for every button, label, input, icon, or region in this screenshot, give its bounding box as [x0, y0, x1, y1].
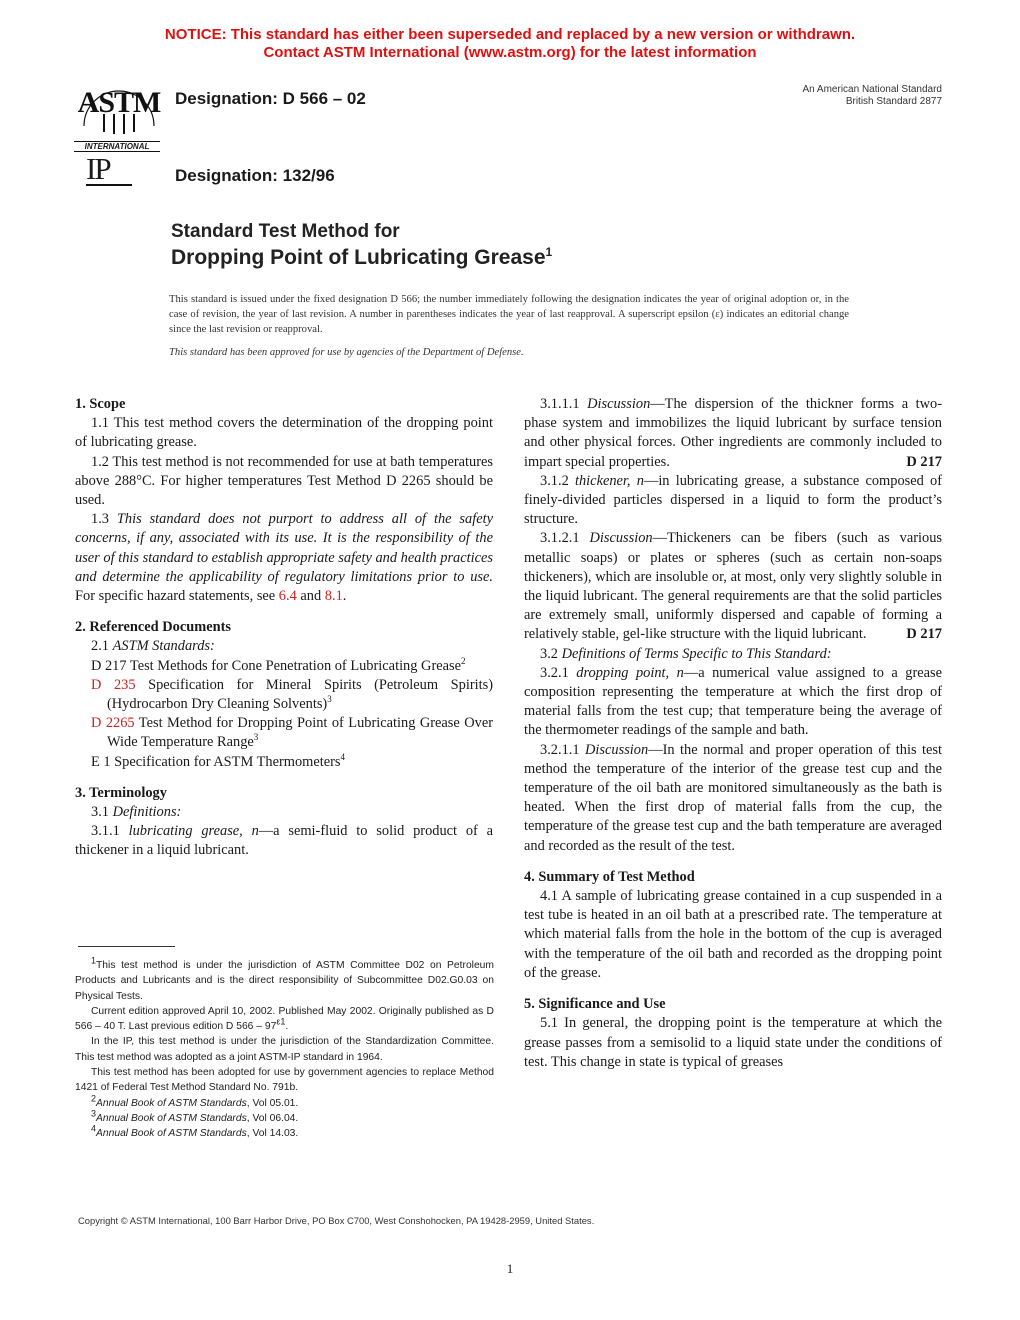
- ref-d2265: D 2265 Test Method for Dropping Point of Lubricating Grease Over Wide Temperature Range$^3$: [91, 715, 493, 751]
- para-3-1: 3.1 Definitions:: [91, 804, 182, 821]
- para-3-2: 3.2 Definitions of Terms Specific to This Standard:: [540, 645, 832, 662]
- section-heading-summary: 4. Summary of Test Method: [524, 868, 695, 885]
- designation-ip: Designation: 132/96: [175, 166, 335, 185]
- section-heading-referenced-documents: 2. Referenced Documents: [75, 619, 231, 636]
- footnote-4: $^4$Annual Book of ASTM Standards, Vol 14.03.: [91, 1123, 299, 1140]
- astm-logo: [74, 74, 164, 150]
- para-1-1: 1.1 This test method covers the determination of the dropping point of lubricating grease.: [75, 415, 493, 451]
- right-column: [524, 395, 942, 1072]
- para-3-1-2-1: 3.1.2.1 Discussion—Thickeners can be fibers (such as various metallic soaps) or plates or spheres (such as certain non-soaps thickeners), which are insoluble or, at most, only very slightly soluble in the liquid lubricant. The general requirements are that the solid particles are extremely small, uniformly dispersed and capable of forming a relatively stable, gel-like structure with the liquid lubricant. D 217: [524, 530, 943, 643]
- para-2-1: 2.1 ASTM Standards:: [91, 638, 215, 655]
- para-3-1-1: 3.1.1 lubricating grease, n—a semi-fluid to solid product of a thickener in a liquid lubricant.: [75, 823, 494, 859]
- designation-astm: Designation: D 566 – 02: [175, 89, 366, 108]
- notice-line-2: Contact ASTM International (www.astm.org) for the latest information: [263, 44, 757, 61]
- para-3-1-1-1: 3.1.1.1 Discussion—The dispersion of the thickner forms a two-phase system and immobilizes the liquid lubricant by surface tension and other physical forces. Other ingredients are commonly included to impart special properties. D 217: [524, 396, 942, 470]
- footnote-2: $^2$Annual Book of ASTM Standards, Vol 05.01.: [91, 1093, 299, 1109]
- notice-line-1: NOTICE: This standard has either been superseded and replaced by a new version or withdrawn.: [164, 26, 856, 43]
- ans-line-1: An American National Standard: [802, 84, 942, 95]
- ip-logo: [86, 152, 132, 186]
- footnotes: [75, 955, 494, 1142]
- withdrawal-notice: [0, 26, 1020, 62]
- link-6-4[interactable]: 6.4: [278, 588, 297, 605]
- para-1-2: 1.2 This test method is not recommended for use at bath temperatures above 288°C. For higher temperatures Test Method D 2265 should be used.: [75, 453, 493, 509]
- copyright-line: Copyright © ASTM International, 100 Barr Harbor Drive, PO Box C700, West Conshohocken, PA 19428-2959, United States.: [78, 1215, 595, 1226]
- title-line-1: Standard Test Method for: [171, 221, 400, 242]
- ref-d217: D 217 Test Methods for Cone Penetration of Lubricating Grease$^2$: [91, 655, 466, 674]
- footnote-1b: Current edition approved April 10, 2002. Published May 2002. Originally published as D 566 – 40 T. Last previous edition D $566 - 97^{\varepsilon 1}$.: [75, 1005, 494, 1033]
- para-3-1-2: 3.1.2 thickener, n—in lubricating grease, a substance composed of finely-divided particles dispersed in a liquid to form the product’s structure.: [524, 472, 943, 528]
- footnote-1c: In the IP, this test method is under the jurisdiction of the Standardization Committee. This test method was adopted as a joint ASTM-IP standard in 1964.: [75, 1036, 494, 1063]
- left-column: [75, 395, 493, 861]
- para-4-1: 4.1 A sample of lubricating grease contained in a cup suspended in a test tube is heated in an oil bath at a prescribed rate. The temperature at which material falls from the hole in the bottom of the cup is averaged with the temperature of the oil bath and recorded as the dropping point of the grease.: [524, 888, 942, 981]
- astm-logo-text: INTERNATIONAL: [74, 141, 160, 152]
- national-standard-note: [802, 84, 942, 108]
- document-title: [171, 220, 552, 272]
- link-8-1[interactable]: 8.1: [324, 588, 343, 605]
- footnote-1d: This test method has been adopted for use by government agencies to replace Method 1421 of Federal Test Method Standard No. 791b.: [75, 1067, 494, 1094]
- footnote-1: $^1$This test method is under the jurisdiction of ASTM Committee D02 on Petroleum Products and Lubricants and is the direct responsibility of Subcommittee D02.G0.03 on Physical Tests.: [75, 955, 494, 1002]
- ref-d235: D 235 Specification for Mineral Spirits (Petroleum Spirits) (Hydrocarbon Dry Cleaning Solvents)$^3$: [91, 676, 493, 713]
- ip-logo-text: IP: [86, 151, 110, 186]
- title-line-2: Dropping Point of Lubricating Grease: [171, 246, 546, 269]
- para-1-3: 1.3 This standard does not purport to address all of the safety concerns, if any, associated with its use. It is the responsibility of the user of this standard to establish appropriate safety and health practices and determine the applicability of regulatory limitations prior to use. For specific hazard statements, see 6.4 and 8.1.: [75, 511, 493, 605]
- issued-statement: This standard is issued under the fixed designation D 566; the number immediately following the designation indicates the year of original adoption or, in the case of revision, the year of last revision. A number in parentheses indicates the year of last reapproval. A superscript epsilon (ε) indicates an editorial change since the last revision or reapproval.: [169, 294, 849, 335]
- ans-line-2: British Standard 2877: [845, 96, 942, 107]
- svg-text:ASTM: ASTM: [77, 86, 161, 119]
- link-d235[interactable]: D 235: [91, 676, 136, 693]
- footnote-rule: [78, 946, 175, 947]
- title-footnote-ref: 1: [545, 245, 553, 259]
- section-heading-terminology: 3. Terminology: [75, 784, 167, 801]
- para-3-2-1-1: 3.2.1.1 Discussion—In the normal and proper operation of this test method the temperature of the interior of the grease test cup and the temperature of the oil bath are monitored simultaneously as the bath is heated. When the first drop of material falls from the cup, the temperature of the grease test cup and the bath temperature are averaged and recorded as the result of the test.: [524, 741, 942, 854]
- para-3-2-1: 3.2.1 dropping point, n—a numerical value assigned to a grease composition representing the temperature at which the first drop of material falls from the test cup; that temperature being the average of the thermometer readings of the sample and bath.: [524, 664, 943, 739]
- page-number: 1: [506, 1261, 514, 1276]
- astm-logo-mark: [74, 74, 164, 136]
- section-heading-scope: 1. Scope: [75, 396, 126, 412]
- link-d2265[interactable]: D 2265: [91, 715, 135, 732]
- section-heading-significance: 5. Significance and Use: [524, 996, 666, 1013]
- para-5-1: 5.1 In general, the dropping point is the temperature at which the grease passes from a semisolid to a liquid state under the conditions of test. This change in state is typical of greases: [524, 1015, 942, 1070]
- footnote-3: $^3$Annual Book of ASTM Standards, Vol 06.04.: [91, 1108, 299, 1124]
- ref-e1: E 1 Specification for ASTM Thermometers$^4$: [91, 751, 346, 770]
- approved-statement: This standard has been approved for use by agencies of the Department of Defense.: [169, 347, 524, 358]
